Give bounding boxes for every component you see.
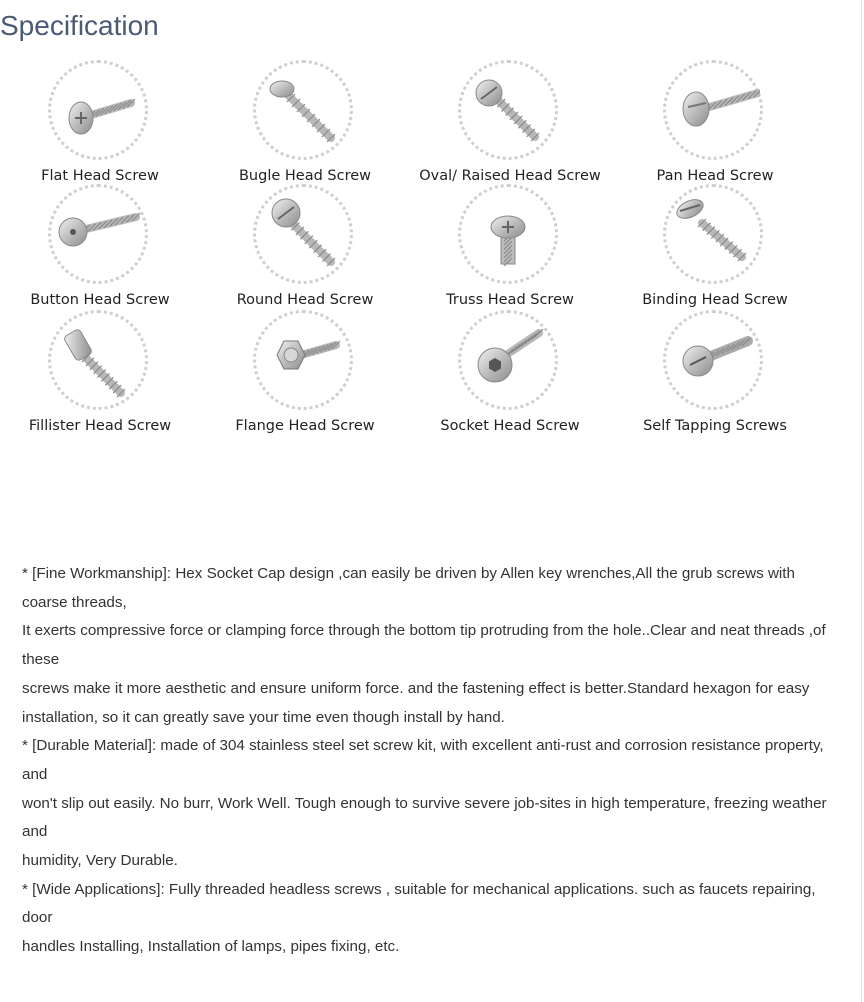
description-line: humidity, Very Durable. <box>22 852 178 870</box>
product-description <box>22 560 832 962</box>
fillister-head-screw-icon <box>48 310 148 410</box>
screw-type-item <box>615 310 815 440</box>
pan-head-screw-icon <box>663 60 763 160</box>
description-line: It exerts compressive force or clamping force through the bottom tip protruding from the hole..Clear and neat threads ,of these <box>22 622 826 669</box>
description-line: installation, so it can greatly save your time even though install by hand. <box>22 708 505 726</box>
screw-type-label: Round Head Screw <box>236 292 374 308</box>
screw-type-item <box>0 60 200 190</box>
screw-type-label: Socket Head Screw <box>440 418 580 434</box>
page-title: Specification <box>0 10 159 41</box>
screw-type-label: Self Tapping Screws <box>643 418 787 434</box>
socket-head-screw-icon <box>458 310 558 410</box>
screw-type-item <box>205 310 405 440</box>
screw-type-label: Binding Head Screw <box>642 292 788 308</box>
screw-type-item <box>410 60 610 190</box>
round-head-screw-icon <box>253 184 353 284</box>
description-line: won't slip out easily. No burr, Work Well. Tough enough to survive severe job-sites in high temperature, freezing weather and <box>22 794 827 841</box>
description-line: * [Durable Material]: made of 304 stainless steel set screw kit, with excellent anti-rust and corrosion resistance property, and <box>22 737 824 783</box>
bugle-head-screw-icon <box>253 60 353 160</box>
screw-type-item <box>410 184 610 314</box>
screw-type-label: Fillister Head Screw <box>28 418 172 434</box>
truss-head-screw-icon <box>458 184 558 284</box>
binding-head-screw-icon <box>663 184 763 284</box>
oval-head-screw-icon <box>458 60 558 160</box>
screw-type-item <box>0 310 200 440</box>
self-tapping-screw-icon <box>663 310 763 410</box>
screw-type-label: Flange Head Screw <box>235 418 375 434</box>
flange-head-screw-icon <box>253 310 353 410</box>
button-head-screw-icon <box>48 184 148 284</box>
screw-type-item <box>615 184 815 314</box>
screw-type-item <box>205 184 405 314</box>
screw-type-label: Pan Head Screw <box>656 168 774 184</box>
screw-type-item <box>615 60 815 190</box>
description-line: handles Installing, Installation of lamps, pipes fixing, etc. <box>22 938 400 956</box>
description-line: * [Fine Workmanship]: Hex Socket Cap design ,can easily be driven by Allen key wrenches,All the grub screws with coarse threads, <box>22 565 795 611</box>
screw-type-label: Oval/ Raised Head Screw <box>419 168 601 184</box>
screw-type-item <box>205 60 405 190</box>
screw-type-label: Button Head Screw <box>30 292 170 308</box>
page-right-border <box>861 0 862 1002</box>
screw-type-item <box>0 184 200 314</box>
screw-type-grid <box>0 60 820 460</box>
flat-head-screw-icon <box>48 60 148 160</box>
screw-type-item <box>410 310 610 440</box>
description-line: screws make it more aesthetic and ensure uniform force. and the fastening effect is better.Standard hexagon for easy <box>22 679 810 697</box>
screw-type-label: Bugle Head Screw <box>238 168 372 184</box>
description-line: * [Wide Applications]: Fully threaded headless screws , suitable for mechanical applications. such as faucets repairing, door <box>22 880 816 927</box>
screw-type-label: Truss Head Screw <box>446 292 574 308</box>
screw-type-label: Flat Head Screw <box>41 168 159 184</box>
